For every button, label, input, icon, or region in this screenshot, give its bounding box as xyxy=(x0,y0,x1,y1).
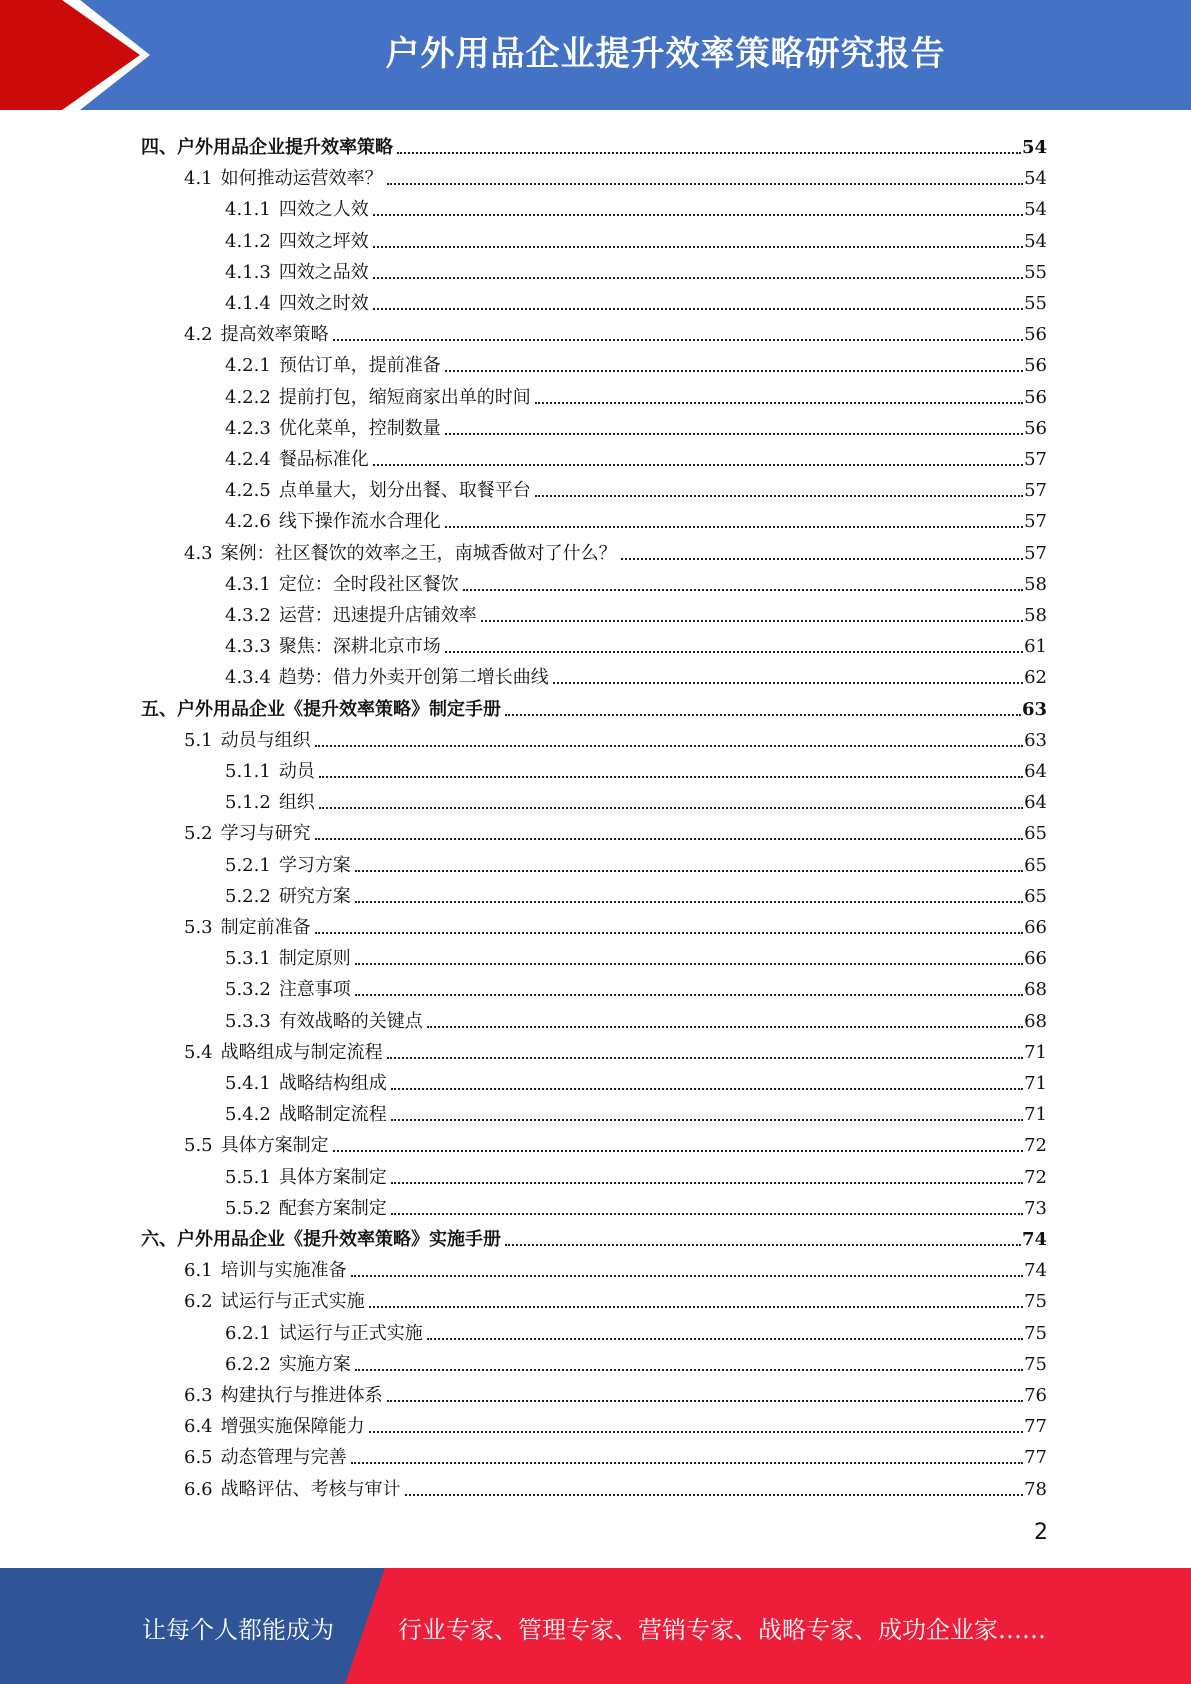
toc-entry[interactable] xyxy=(225,1064,1047,1095)
toc-entry[interactable] xyxy=(225,658,1047,689)
toc-leader-dots xyxy=(355,870,1023,872)
toc-entry-title: 运营：迅速提升店铺效率 xyxy=(278,605,477,626)
toc-entry-number: 5.4.2 xyxy=(225,1104,271,1125)
toc-entry[interactable] xyxy=(184,1033,1047,1064)
toc-entry-page: 73 xyxy=(1024,1198,1047,1219)
page-number: 2 xyxy=(1034,1520,1048,1545)
toc-entry-number: 4.3 xyxy=(184,543,213,564)
toc-entry-page: 68 xyxy=(1024,979,1047,1000)
toc-entry-page: 64 xyxy=(1024,761,1047,782)
toc-entry-number: 四、 xyxy=(141,137,177,158)
toc-entry[interactable] xyxy=(184,534,1047,565)
toc-entry-number: 4.1.2 xyxy=(225,231,271,252)
toc-entry-page: 66 xyxy=(1024,948,1047,969)
toc-entry-number: 5.1 xyxy=(184,730,213,751)
toc-entry-page: 56 xyxy=(1024,387,1047,408)
toc-leader-dots xyxy=(387,183,1023,185)
toc-entry[interactable] xyxy=(225,1095,1047,1126)
toc-entry[interactable] xyxy=(141,1220,1047,1251)
toc-leader-dots xyxy=(445,526,1023,528)
toc-entry-page: 74 xyxy=(1024,1260,1047,1281)
toc-entry-number: 5.4 xyxy=(184,1042,213,1063)
toc-entry-number: 4.2.5 xyxy=(225,480,271,501)
toc-leader-dots xyxy=(391,1119,1023,1121)
toc-leader-dots xyxy=(369,1431,1023,1433)
toc-entry-number: 6.1 xyxy=(184,1260,213,1281)
toc-leader-dots xyxy=(427,1338,1023,1340)
toc-entry-page: 57 xyxy=(1024,480,1047,501)
toc-leader-dots xyxy=(387,1057,1023,1059)
toc-entry-title: 培训与实施准备 xyxy=(220,1260,347,1281)
toc-leader-dots xyxy=(505,714,1021,716)
toc-leader-dots xyxy=(553,682,1023,684)
toc-leader-dots xyxy=(445,651,1023,653)
toc-entry-title: 构建执行与推进体系 xyxy=(220,1385,383,1406)
toc-entry-page: 75 xyxy=(1024,1323,1047,1344)
toc-entry-title: 动员与组织 xyxy=(220,730,311,751)
toc-leader-dots xyxy=(355,994,1023,996)
toc-entry-title: 趋势：借力外卖开创第二增长曲线 xyxy=(278,667,549,688)
toc-entry-page: 71 xyxy=(1024,1042,1047,1063)
toc-leader-dots xyxy=(391,1182,1023,1184)
toc-entry-title: 具体方案制定 xyxy=(220,1135,329,1156)
toc-entry-title: 具体方案制定 xyxy=(278,1167,387,1188)
toc-entry[interactable] xyxy=(225,939,1047,970)
toc-entry-title: 案例：社区餐饮的效率之王，南城香做对了什么？ xyxy=(220,543,617,564)
toc-entry-page: 78 xyxy=(1024,1479,1047,1500)
toc-leader-dots xyxy=(387,1400,1023,1402)
toc-entry-page: 56 xyxy=(1024,355,1047,376)
toc-entry-number: 4.2.1 xyxy=(225,355,271,376)
toc-entry-title: 点单量大，划分出餐、取餐平台 xyxy=(278,480,531,501)
toc-entry-title: 四效之人效 xyxy=(278,199,369,220)
toc-entry-title: 组织 xyxy=(278,792,315,813)
toc-entry-number: 4.3.2 xyxy=(225,605,271,626)
toc-leader-dots xyxy=(373,277,1023,279)
toc-entry-title: 战略结构组成 xyxy=(278,1073,387,1094)
toc-entry[interactable] xyxy=(225,190,1047,221)
toc-entry-title: 注意事项 xyxy=(278,979,351,1000)
toc-entry-title: 动员 xyxy=(278,761,315,782)
toc-entry-number: 6.5 xyxy=(184,1447,213,1468)
toc-leader-dots xyxy=(351,1462,1023,1464)
toc-entry[interactable] xyxy=(225,284,1047,315)
toc-leader-dots xyxy=(315,932,1023,934)
toc-entry[interactable] xyxy=(225,596,1047,627)
toc-entry-number: 5.4.1 xyxy=(225,1073,271,1094)
toc-entry-number: 6.4 xyxy=(184,1416,213,1437)
toc-entry-title: 增强实施保障能力 xyxy=(220,1416,365,1437)
toc-entry-number: 4.1.1 xyxy=(225,199,271,220)
toc-entry-page: 77 xyxy=(1024,1447,1047,1468)
toc-entry-page: 55 xyxy=(1024,262,1047,283)
toc-leader-dots xyxy=(481,620,1023,622)
toc-entry-page: 71 xyxy=(1024,1104,1047,1125)
toc-entry[interactable] xyxy=(225,565,1047,596)
header-red-arrow-icon xyxy=(0,0,155,110)
toc-leader-dots xyxy=(463,589,1023,591)
toc-entry-page: 58 xyxy=(1024,574,1047,595)
toc-leader-dots xyxy=(505,1244,1021,1246)
toc-entry-title: 制定原则 xyxy=(278,948,351,969)
toc-leader-dots xyxy=(333,339,1023,341)
toc-entry-title: 学习方案 xyxy=(278,855,351,876)
toc-entry-title: 聚焦：深耕北京市场 xyxy=(278,636,441,657)
toc-entry-title: 配套方案制定 xyxy=(278,1198,387,1219)
toc-entry-page: 74 xyxy=(1021,1229,1047,1250)
toc-entry-number: 5.3.2 xyxy=(225,979,271,1000)
toc-leader-dots xyxy=(355,1369,1023,1371)
toc-entry-page: 64 xyxy=(1024,792,1047,813)
toc-entry-number: 4.3.3 xyxy=(225,636,271,657)
toc-entry-page: 58 xyxy=(1024,605,1047,626)
toc-entry[interactable] xyxy=(225,752,1047,783)
toc-entry[interactable] xyxy=(141,690,1047,721)
toc-entry-page: 54 xyxy=(1024,199,1047,220)
toc-entry-number: 4.2.2 xyxy=(225,387,271,408)
header-banner xyxy=(0,0,1191,110)
toc-entry[interactable] xyxy=(225,1189,1047,1220)
toc-entry-page: 56 xyxy=(1024,324,1047,345)
toc-entry-number: 4.2.4 xyxy=(225,449,271,470)
toc-entry-number: 4.1.3 xyxy=(225,262,271,283)
toc-leader-dots xyxy=(355,901,1023,903)
toc-entry[interactable] xyxy=(225,253,1047,284)
toc-leader-dots xyxy=(333,1150,1023,1152)
page-title: 户外用品企业提升效率策略研究报告 xyxy=(385,34,946,74)
toc-entry-number: 4.3.4 xyxy=(225,667,271,688)
toc-entry-title: 战略制定流程 xyxy=(278,1104,387,1125)
toc-entry-number: 5.2.2 xyxy=(225,886,271,907)
toc-entry-number: 6.2 xyxy=(184,1291,213,1312)
toc-entry-page: 63 xyxy=(1024,730,1047,751)
toc-entry-title: 试运行与正式实施 xyxy=(278,1323,423,1344)
toc-leader-dots xyxy=(535,495,1023,497)
toc-entry[interactable] xyxy=(225,1345,1047,1376)
toc-entry-number: 6.3 xyxy=(184,1385,213,1406)
toc-entry-page: 66 xyxy=(1024,917,1047,938)
toc-entry[interactable] xyxy=(225,1002,1047,1033)
toc-entry[interactable] xyxy=(184,315,1047,346)
toc-entry-number: 5.5.1 xyxy=(225,1167,271,1188)
toc-entry-page: 63 xyxy=(1021,699,1047,720)
toc-leader-dots xyxy=(319,776,1023,778)
toc-entry-number: 5.3 xyxy=(184,917,213,938)
toc-leader-dots xyxy=(391,1088,1023,1090)
toc-entry-page: 65 xyxy=(1024,823,1047,844)
toc-entry-title: 户外用品企业提升效率策略 xyxy=(177,137,393,158)
toc-entry-page: 54 xyxy=(1024,231,1047,252)
toc-leader-dots xyxy=(315,838,1023,840)
toc-entry-page: 57 xyxy=(1024,543,1047,564)
toc-entry-number: 5.1.1 xyxy=(225,761,271,782)
toc-entry[interactable] xyxy=(141,128,1047,159)
toc-entry[interactable] xyxy=(225,877,1047,908)
toc-entry-number: 4.1 xyxy=(184,168,213,189)
toc-entry-number: 5.5 xyxy=(184,1135,213,1156)
toc-leader-dots xyxy=(621,558,1023,560)
toc-entry-title: 户外用品企业《提升效率策略》制定手册 xyxy=(177,699,501,720)
footer-slogan-right: 行业专家、管理专家、营销专家、战略专家、成功企业家…… xyxy=(398,1616,1046,1644)
toc-entry[interactable] xyxy=(225,627,1047,658)
toc-entry[interactable] xyxy=(225,471,1047,502)
toc-entry-title: 战略组成与制定流程 xyxy=(220,1042,383,1063)
toc-entry-title: 四效之时效 xyxy=(278,293,369,314)
toc-entry-page: 75 xyxy=(1024,1354,1047,1375)
toc-entry[interactable] xyxy=(184,1251,1047,1282)
toc-entry-number: 5.2 xyxy=(184,823,213,844)
footer-slogan-left: 让每个人都能成为 xyxy=(142,1616,334,1644)
toc-leader-dots xyxy=(355,963,1023,965)
toc-leader-dots xyxy=(351,1275,1023,1277)
toc-entry-title: 如何推动运营效率？ xyxy=(220,168,383,189)
toc-entry[interactable] xyxy=(184,1407,1047,1438)
toc-entry-page: 68 xyxy=(1024,1011,1047,1032)
toc-entry-page: 54 xyxy=(1021,137,1047,158)
toc-leader-dots xyxy=(397,152,1021,154)
toc-entry-page: 62 xyxy=(1024,667,1047,688)
toc-entry-page: 72 xyxy=(1024,1135,1047,1156)
toc-entry-page: 65 xyxy=(1024,855,1047,876)
toc-entry-number: 4.2 xyxy=(184,324,213,345)
toc-leader-dots xyxy=(445,370,1023,372)
toc-entry-title: 提高效率策略 xyxy=(220,324,329,345)
toc-leader-dots xyxy=(319,807,1023,809)
toc-entry[interactable] xyxy=(184,814,1047,845)
toc-leader-dots xyxy=(391,1213,1023,1215)
toc-leader-dots xyxy=(405,1494,1023,1496)
toc-entry[interactable] xyxy=(184,1282,1047,1313)
toc-entry-page: 54 xyxy=(1024,168,1047,189)
toc-entry[interactable] xyxy=(184,159,1047,190)
toc-entry-page: 76 xyxy=(1024,1385,1047,1406)
toc-leader-dots xyxy=(535,402,1023,404)
toc-entry-page: 57 xyxy=(1024,449,1047,470)
toc-entry-title: 四效之坪效 xyxy=(278,231,369,252)
toc-entry-number: 6.2.2 xyxy=(225,1354,271,1375)
toc-entry[interactable] xyxy=(225,440,1047,471)
toc-entry[interactable] xyxy=(225,970,1047,1001)
toc-entry[interactable] xyxy=(184,908,1047,939)
toc-entry-number: 5.2.1 xyxy=(225,855,271,876)
toc-entry-title: 有效战略的关键点 xyxy=(278,1011,423,1032)
toc-entry-page: 61 xyxy=(1024,636,1047,657)
toc-entry-page: 75 xyxy=(1024,1291,1047,1312)
toc-entry-page: 65 xyxy=(1024,886,1047,907)
toc-entry-title: 线下操作流水合理化 xyxy=(278,511,441,532)
toc-entry-title: 优化菜单，控制数量 xyxy=(278,418,441,439)
toc-entry-page: 77 xyxy=(1024,1416,1047,1437)
toc-entry-title: 实施方案 xyxy=(278,1354,351,1375)
toc-entry-title: 四效之品效 xyxy=(278,262,369,283)
footer-banner xyxy=(0,1568,1191,1684)
toc-entry-number: 5.3.1 xyxy=(225,948,271,969)
toc-entry-page: 55 xyxy=(1024,293,1047,314)
toc-entry-number: 4.2.3 xyxy=(225,418,271,439)
toc-entry[interactable] xyxy=(225,409,1047,440)
toc-entry[interactable] xyxy=(225,1314,1047,1345)
toc-entry-title: 定位：全时段社区餐饮 xyxy=(278,574,459,595)
toc-entry-number: 4.3.1 xyxy=(225,574,271,595)
toc-entry-number: 五、 xyxy=(141,699,177,720)
toc-entry-page: 72 xyxy=(1024,1167,1047,1188)
toc-entry[interactable] xyxy=(184,1126,1047,1157)
toc-entry[interactable] xyxy=(225,846,1047,877)
toc-entry-title: 学习与研究 xyxy=(220,823,311,844)
toc-entry[interactable] xyxy=(225,1158,1047,1189)
toc-entry[interactable] xyxy=(225,502,1047,533)
toc-entry[interactable] xyxy=(225,346,1047,377)
toc-leader-dots xyxy=(369,1306,1023,1308)
toc-entry-title: 动态管理与完善 xyxy=(220,1447,347,1468)
toc-entry-number: 4.1.4 xyxy=(225,293,271,314)
toc-entry-number: 5.1.2 xyxy=(225,792,271,813)
toc-entry-page: 57 xyxy=(1024,511,1047,532)
toc-entry[interactable] xyxy=(225,783,1047,814)
toc-entry[interactable] xyxy=(184,1376,1047,1407)
toc-entry[interactable] xyxy=(225,378,1047,409)
toc-entry-number: 5.3.3 xyxy=(225,1011,271,1032)
toc-entry-title: 战略评估、考核与审计 xyxy=(220,1479,401,1500)
toc-entry[interactable] xyxy=(184,721,1047,752)
toc-leader-dots xyxy=(427,1026,1023,1028)
toc-entry-number: 4.2.6 xyxy=(225,511,271,532)
toc-leader-dots xyxy=(373,464,1023,466)
toc-entry-title: 预估订单，提前准备 xyxy=(278,355,441,376)
toc-leader-dots xyxy=(445,433,1023,435)
toc-entry-page: 56 xyxy=(1024,418,1047,439)
toc-entry[interactable] xyxy=(184,1470,1047,1501)
toc-entry-page: 71 xyxy=(1024,1073,1047,1094)
toc-entry-title: 研究方案 xyxy=(278,886,351,907)
toc-leader-dots xyxy=(373,246,1023,248)
toc-leader-dots xyxy=(373,214,1023,216)
toc-entry-title: 试运行与正式实施 xyxy=(220,1291,365,1312)
toc-entry[interactable] xyxy=(225,222,1047,253)
toc-entry[interactable] xyxy=(184,1438,1047,1469)
toc-leader-dots xyxy=(373,308,1023,310)
toc-leader-dots xyxy=(315,745,1023,747)
toc-entry-number: 6.2.1 xyxy=(225,1323,271,1344)
toc-entry-number: 六、 xyxy=(141,1229,177,1250)
toc-entry-title: 提前打包，缩短商家出单的时间 xyxy=(278,387,531,408)
toc-entry-title: 户外用品企业《提升效率策略》实施手册 xyxy=(177,1229,501,1250)
toc-entry-number: 5.5.2 xyxy=(225,1198,271,1219)
toc-entry-title: 餐品标准化 xyxy=(278,449,369,470)
toc-entry-number: 6.6 xyxy=(184,1479,213,1500)
toc-entry-title: 制定前准备 xyxy=(220,917,311,938)
